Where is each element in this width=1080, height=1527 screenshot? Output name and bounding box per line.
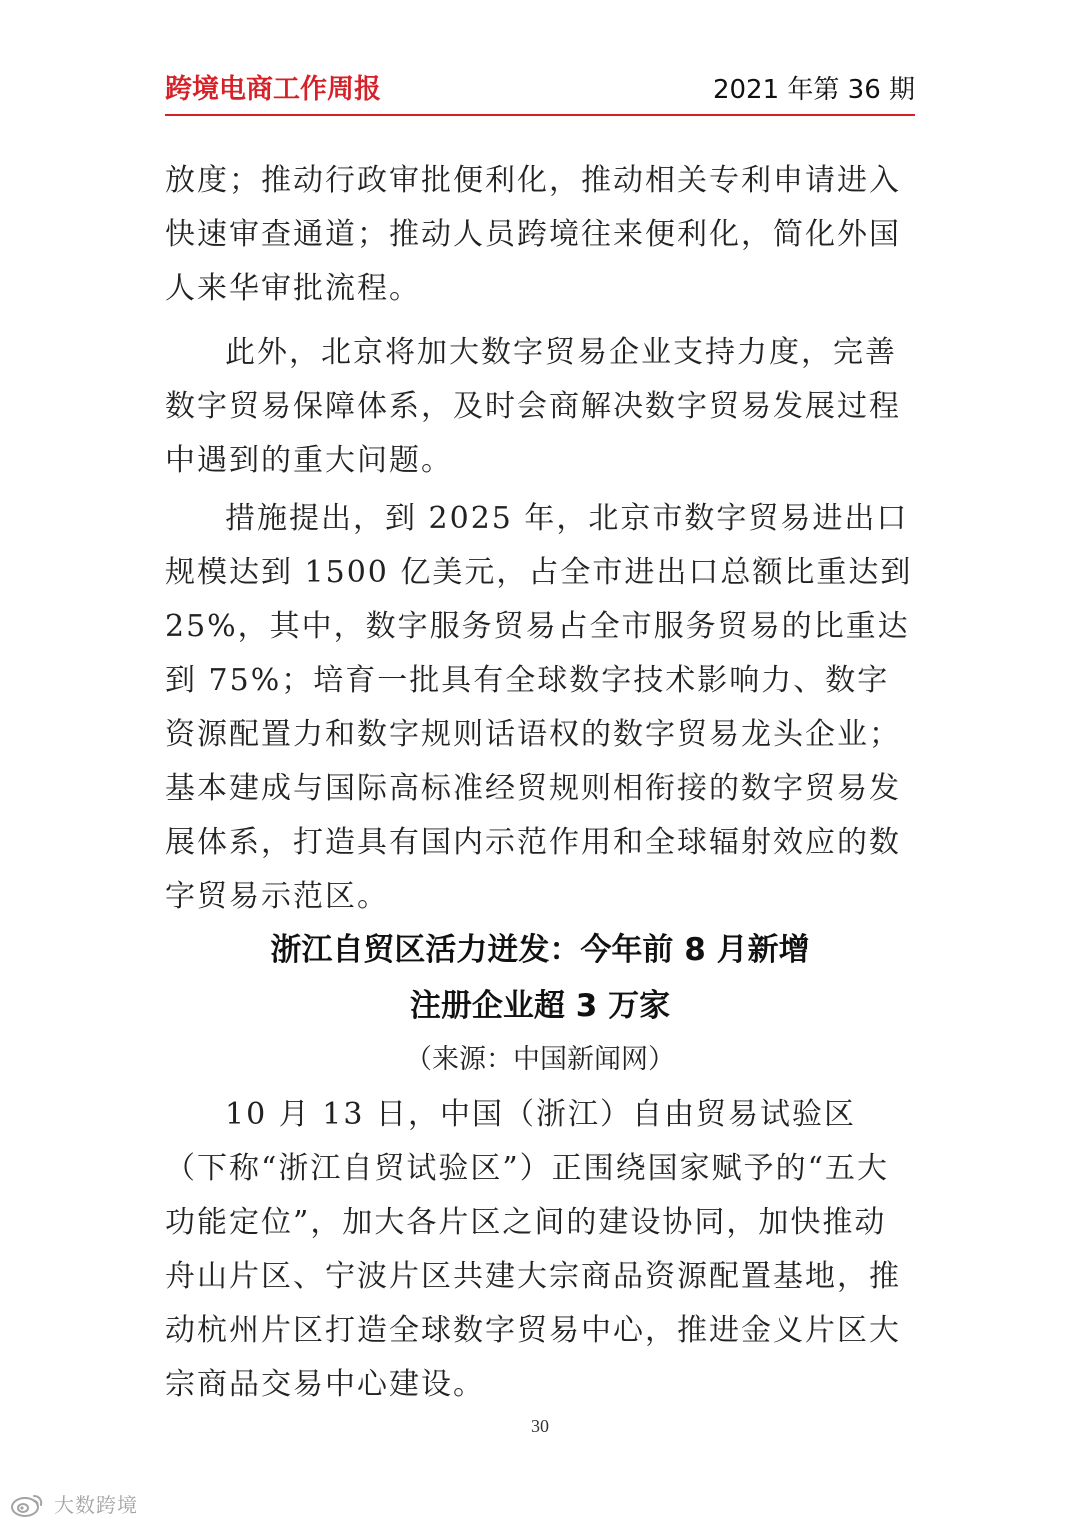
body-paragraph-zhejiang: 10 月 13 日，中国（浙江）自由贸易试验区（下称“浙江自贸试验区”）正围绕国家赋予的“五大功能定位”，加大各片区之间的建设协同，加快推动舟山片区、宁波片区共建大宗商品资源配置基地，推动杭州片区打造全球数字贸易中心，推进金义片区大宗商品交易中心建设。 <box>165 1097 901 1402</box>
section-title-line-2: 注册企业超 3 万家 <box>409 988 671 1024</box>
watermark <box>8 1491 138 1519</box>
section-title-line-1: 浙江自贸区活力迸发：今年前 8 月新增 <box>270 932 810 968</box>
weibo-logo-icon <box>8 1491 46 1519</box>
report-header <box>165 72 915 116</box>
report-title: 跨境电商工作周报 <box>165 74 381 105</box>
page-number: 30 <box>531 1416 549 1436</box>
watermark-text: 大数跨境 <box>54 1493 138 1517</box>
body-paragraph-beijing-support: 此外，北京将加大数字贸易企业支持力度，完善数字贸易保障体系，及时会商解决数字贸易发展过程中遇到的重大问题。 <box>165 335 901 478</box>
body-paragraph-beijing-targets: 措施提出，到 2025 年，北京市数字贸易进出口规模达到 1500 亿美元，占全市进出口总额比重达到 25%，其中，数字服务贸易占全市服务贸易的比重达到 75%；培育一批具有全球数字技术影响力、数字资源配置力和数字规则话语权的数字贸易龙头企业；基本建成与国际高标准经贸规则相衔接的数字贸易发展体系，打造具有国内示范作用和全球辐射效应的数字贸易示范区。 <box>165 501 913 914</box>
article-source: （来源：中国新闻网） <box>405 1044 675 1075</box>
issue-number: 2021 年第 36 期 <box>712 75 915 105</box>
body-paragraph-continuation: 放度；推动行政审批便利化，推动相关专利申请进入快速审查通道；推动人员跨境往来便利化，简化外国人来华审批流程。 <box>165 163 901 306</box>
